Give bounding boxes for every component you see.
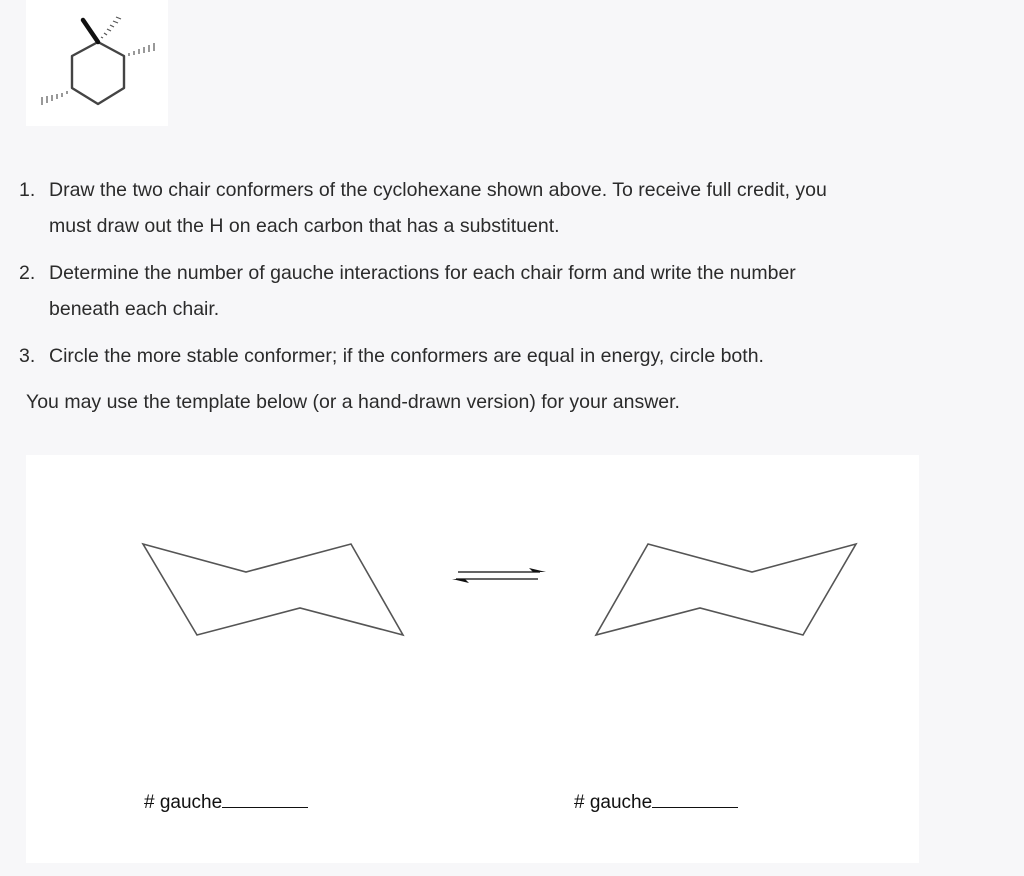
equilibrium-arrow <box>452 568 546 583</box>
instruction-text-line: Determine the number of gauche interactions for each chair form and write the number <box>49 262 796 284</box>
answer-blank-line <box>222 807 308 808</box>
chair-template-image <box>26 455 919 863</box>
instruction-text-line: Draw the two chair conformers of the cyclohexane shown above. To receive full credit, you <box>49 179 827 201</box>
wedge-bond <box>83 20 98 42</box>
instruction-item-1 <box>0 172 1010 244</box>
left-gauche-label: # gauche <box>144 792 223 813</box>
instruction-number: 2. <box>19 262 36 284</box>
right-gauche-label: # gauche <box>574 792 653 813</box>
cyclohexane-structure-drawing <box>26 0 168 126</box>
instruction-item-2 <box>0 255 1010 327</box>
hashed-bond-top <box>101 17 121 38</box>
cyclohexane-structure-image <box>26 0 168 126</box>
instruction-text-line: beneath each chair. <box>49 298 220 320</box>
instruction-text-line: Circle the more stable conformer; if the conformers are equal in energy, circle both. <box>49 345 764 367</box>
instruction-number: 1. <box>19 179 36 201</box>
instruction-number: 3. <box>19 345 36 367</box>
instruction-text-line: must draw out the H on each carbon that has a substituent. <box>49 215 560 237</box>
left-chair-conformer <box>143 544 403 635</box>
answer-blank-line <box>652 807 738 808</box>
right-chair-conformer <box>596 544 856 635</box>
instruction-item-3 <box>0 338 1010 374</box>
hashed-bond-left <box>42 91 67 105</box>
right-gauche-blank <box>574 792 738 814</box>
instructions-list <box>0 172 1010 385</box>
left-gauche-blank <box>144 792 308 814</box>
cyclohexane-ring <box>72 42 124 104</box>
hashed-bond-right <box>129 43 154 56</box>
template-note: You may use the template below (or a hand-drawn version) for your answer. <box>26 391 680 413</box>
